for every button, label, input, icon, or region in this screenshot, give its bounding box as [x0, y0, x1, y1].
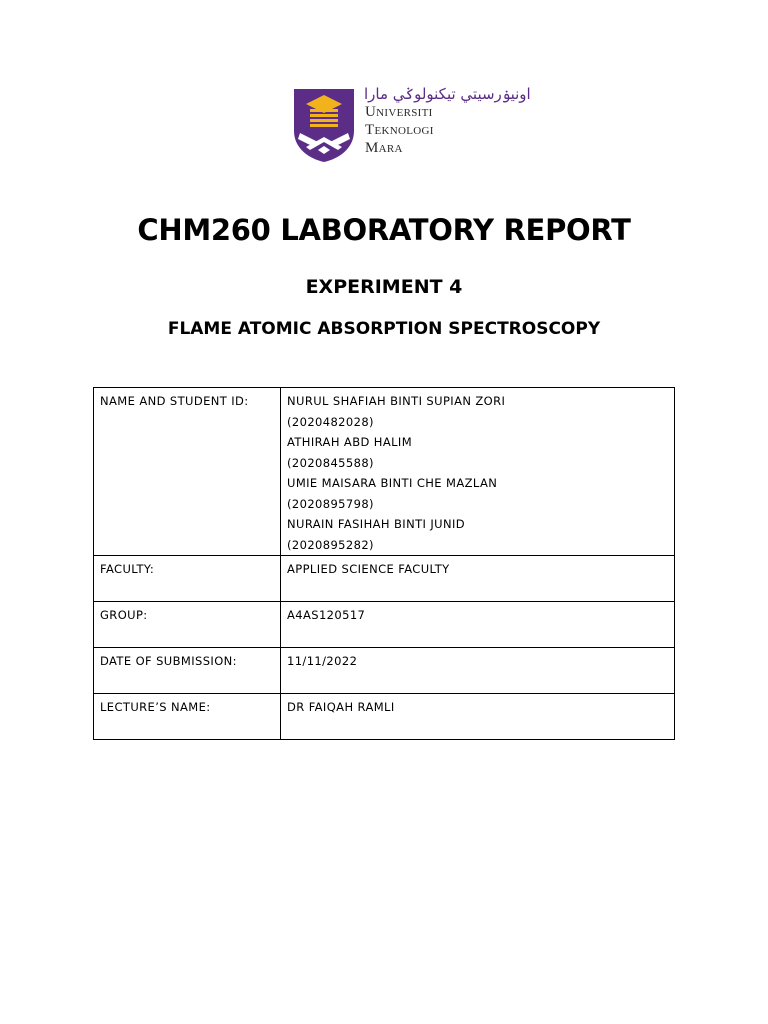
- date-label: DATE OF SUBMISSION:: [94, 648, 281, 694]
- names-label: NAME AND STUDENT ID:: [94, 388, 281, 556]
- member-line: (2020895282): [287, 537, 374, 552]
- date-value: 11/11/2022: [281, 648, 675, 694]
- members-cell: [281, 388, 675, 556]
- logo-jawi-text: اونيۏرسيتي تيكنولوݢي مارا: [364, 85, 531, 103]
- member-line: (2020895798): [287, 496, 374, 511]
- logo-text-universiti: Universiti: [365, 104, 433, 120]
- member-line: UMIE MAISARA BINTI CHE MAZLAN: [287, 476, 498, 490]
- group-value: A4AS120517: [281, 602, 675, 648]
- member-line: (2020482028): [287, 414, 374, 429]
- table-row-date: [94, 648, 675, 694]
- table-row-lecturer: [94, 694, 675, 740]
- lecturer-label: LECTURE’S NAME:: [94, 694, 281, 740]
- table-row-faculty: [94, 556, 675, 602]
- member-line: (2020845588): [287, 455, 374, 470]
- faculty-label: FACULTY:: [94, 556, 281, 602]
- experiment-heading: EXPERIMENT 4: [305, 276, 463, 298]
- report-title: CHM260 LABORATORY REPORT: [137, 213, 631, 247]
- logo-text-mara: Mara: [365, 140, 403, 156]
- lecturer-value: DR FAIQAH RAMLI: [281, 694, 675, 740]
- group-label: GROUP:: [94, 602, 281, 648]
- member-line: NURUL SHAFIAH BINTI SUPIAN ZORI: [287, 394, 506, 408]
- member-line: NURAIN FASIHAH BINTI JUNID: [287, 517, 466, 531]
- university-logo: [292, 84, 531, 164]
- table-row-names: [94, 388, 675, 556]
- experiment-topic: FLAME ATOMIC ABSORPTION SPECTROSCOPY: [167, 319, 601, 339]
- faculty-value: APPLIED SCIENCE FACULTY: [281, 556, 675, 602]
- report-info-table: [93, 387, 675, 740]
- uitm-crest-icon: [292, 87, 356, 163]
- member-line: ATHIRAH ABD HALIM: [287, 435, 413, 449]
- logo-text-teknologi: Teknologi: [365, 122, 434, 138]
- table-row-group: [94, 602, 675, 648]
